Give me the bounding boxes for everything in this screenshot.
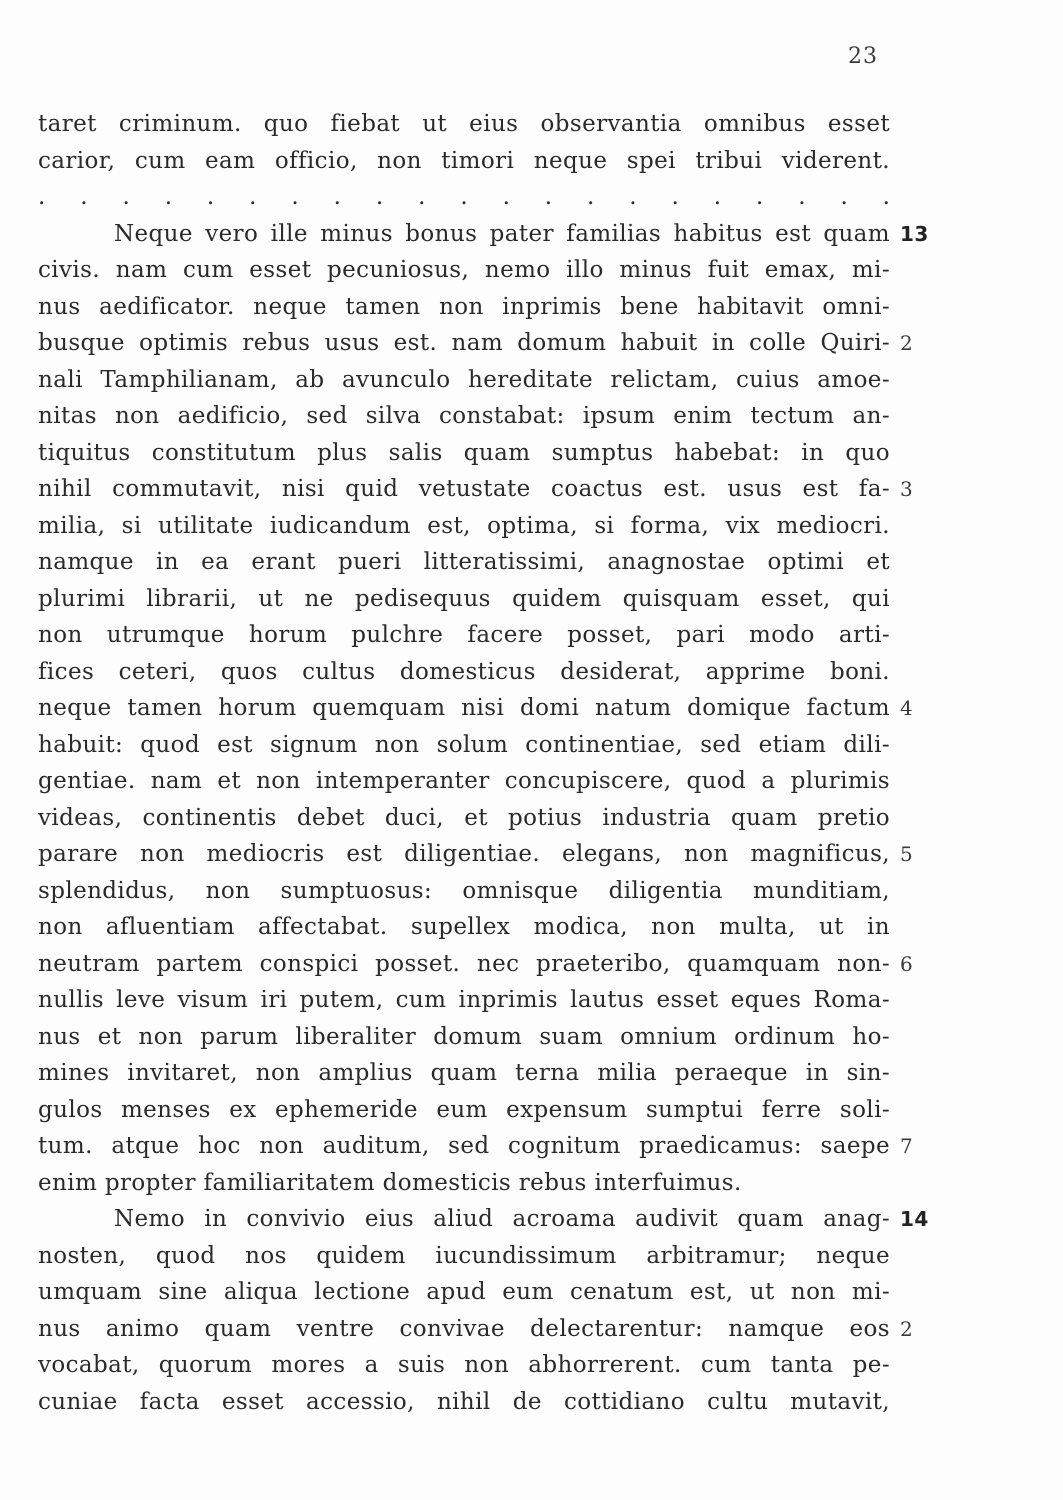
- text-line: [38, 1165, 890, 1202]
- text-line: [38, 654, 890, 691]
- line-text: nus animo quam ventre convivae delectarentur: namque eos: [38, 1315, 890, 1342]
- text-line: [38, 544, 890, 581]
- text-line: [38, 617, 890, 654]
- line-text: nosten, quod nos quidem iucundissimum arbitramur; neque: [38, 1242, 890, 1269]
- line-text: . . . . . . . . . . . . . . . . . . . . .: [38, 184, 890, 210]
- chapter-number: 13: [900, 221, 929, 246]
- text-line: [38, 1128, 914, 1165]
- text-line: [38, 1347, 890, 1384]
- line-text: tiquitus constitutum plus salis quam sumptus habebat: in quo: [38, 439, 890, 466]
- text-line: [38, 362, 890, 399]
- line-text: taret criminum. quo fiebat ut eius observantia omnibus esset: [38, 111, 890, 137]
- text-line: [38, 1201, 929, 1238]
- text-line: [38, 982, 890, 1019]
- line-text: fices ceteri, quos cultus domesticus desiderat, apprime boni.: [38, 658, 890, 685]
- text-line: [38, 690, 914, 727]
- text-line: [38, 398, 890, 435]
- section-number: 7: [900, 1134, 914, 1158]
- line-text: neutram partem conspici posset. nec praeteribo, quamquam non-: [38, 950, 890, 977]
- line-text: gulos menses ex ephemeride eum expensum sumptui ferre soli-: [38, 1096, 890, 1123]
- line-text: non utrumque horum pulchre facere posset, pari modo arti-: [38, 622, 890, 648]
- line-text: nali Tamphilianam, ab avunculo hereditate relictam, cuius amoe-: [38, 366, 890, 393]
- line-text: nihil commutavit, nisi quid vetustate coactus est. usus est fa-: [38, 476, 890, 502]
- line-text: gentiae. nam et non intemperanter concupiscere, quod a plurimis: [38, 768, 890, 794]
- text-line: [38, 873, 890, 910]
- text-line: [38, 1055, 890, 1092]
- line-text: nus et non parum liberaliter domum suam omnium ordinum ho-: [38, 1023, 890, 1050]
- text-line: [38, 435, 890, 472]
- text-line: [38, 325, 914, 362]
- line-text: parare non mediocris est diligentiae. elegans, non magnificus,: [38, 841, 890, 867]
- ellipsis-line: [38, 179, 890, 216]
- line-text: enim propter familiaritatem domesticis rebus interfuimus.: [38, 1169, 742, 1196]
- line-text: splendidus, non sumptuosus: omnisque diligentia munditiam,: [38, 877, 890, 904]
- line-text: namque in ea erant pueri litteratissimi, anagnostae optimi et: [38, 549, 890, 575]
- text-line: [38, 252, 890, 289]
- text-line: [38, 1311, 914, 1348]
- line-text: tum. atque hoc non auditum, sed cognitum praedicamus: saepe: [38, 1133, 890, 1159]
- text-line: [38, 727, 890, 764]
- text-line: [38, 581, 890, 618]
- line-text: cuniae facta esset accessio, nihil de cottidiano cultu mutavit,: [38, 1388, 890, 1415]
- text-line: [38, 763, 890, 800]
- line-text: vocabat, quorum mores a suis non abhorrerent. cum tanta pe-: [38, 1352, 890, 1378]
- text-line: [38, 836, 914, 873]
- line-text: plurimi librarii, ut ne pedisequus quidem quisquam esset, qui: [38, 585, 890, 612]
- section-number: 5: [900, 842, 914, 866]
- line-text: milia, si utilitate iudicandum est, optima, si forma, vix mediocri.: [38, 512, 890, 539]
- line-text: carior, cum eam officio, non timori neque spei tribui viderent.: [38, 147, 890, 174]
- line-text: neque tamen horum quemquam nisi domi natum domique factum: [38, 695, 890, 721]
- chapter-number: 14: [900, 1207, 929, 1231]
- line-text: habuit: quod est signum non solum continentiae, sed etiam dili-: [38, 731, 890, 758]
- text-line: [38, 1238, 890, 1275]
- line-text: non afluentiam affectabat. supellex modica, non multa, ut in: [38, 914, 890, 940]
- section-number: 4: [900, 696, 914, 720]
- text-line: [38, 800, 890, 837]
- line-text: busque optimis rebus usus est. nam domum habuit in colle Quiri-: [38, 330, 890, 356]
- line-text: nitas non aedificio, sed silva constabat: ipsum enim tectum an-: [38, 403, 890, 429]
- line-text: umquam sine aliqua lectione apud eum cenatum est, ut non mi-: [38, 1279, 890, 1305]
- text-line: [38, 508, 890, 545]
- section-number: 2: [900, 1316, 914, 1341]
- line-text: Neque vero ille minus bonus pater familias habitus est quam: [114, 220, 890, 247]
- text-line: [38, 1274, 890, 1311]
- line-text: Nemo in convivio eius aliud acroama audivit quam anag-: [114, 1206, 890, 1232]
- line-text: mines invitaret, non amplius quam terna milia peraeque in sin-: [38, 1060, 890, 1086]
- text-line: [38, 143, 890, 180]
- text-line: [38, 909, 890, 946]
- page-number: 23: [848, 44, 878, 69]
- line-text: civis. nam cum esset pecuniosus, nemo illo minus fuit emax, mi-: [38, 257, 890, 283]
- section-number: 3: [900, 477, 914, 501]
- text-line: [38, 1384, 890, 1421]
- line-text: nus aedificator. neque tamen non inprimis bene habitavit omni-: [38, 293, 890, 320]
- text-line: [38, 471, 914, 508]
- line-text: nullis leve visum iri putem, cum inprimis lautus esset eques Roma-: [38, 987, 890, 1013]
- text-line: [38, 1092, 890, 1129]
- text-line: [38, 946, 914, 983]
- text-line: [38, 106, 890, 143]
- text-line: [38, 1019, 890, 1056]
- line-text: videas, continentis debet duci, et potius industria quam pretio: [38, 804, 890, 831]
- section-number: 6: [900, 951, 914, 976]
- section-number: 2: [900, 331, 914, 355]
- text-line: [38, 216, 929, 253]
- text-line: [38, 289, 890, 326]
- body-text: [38, 106, 929, 1420]
